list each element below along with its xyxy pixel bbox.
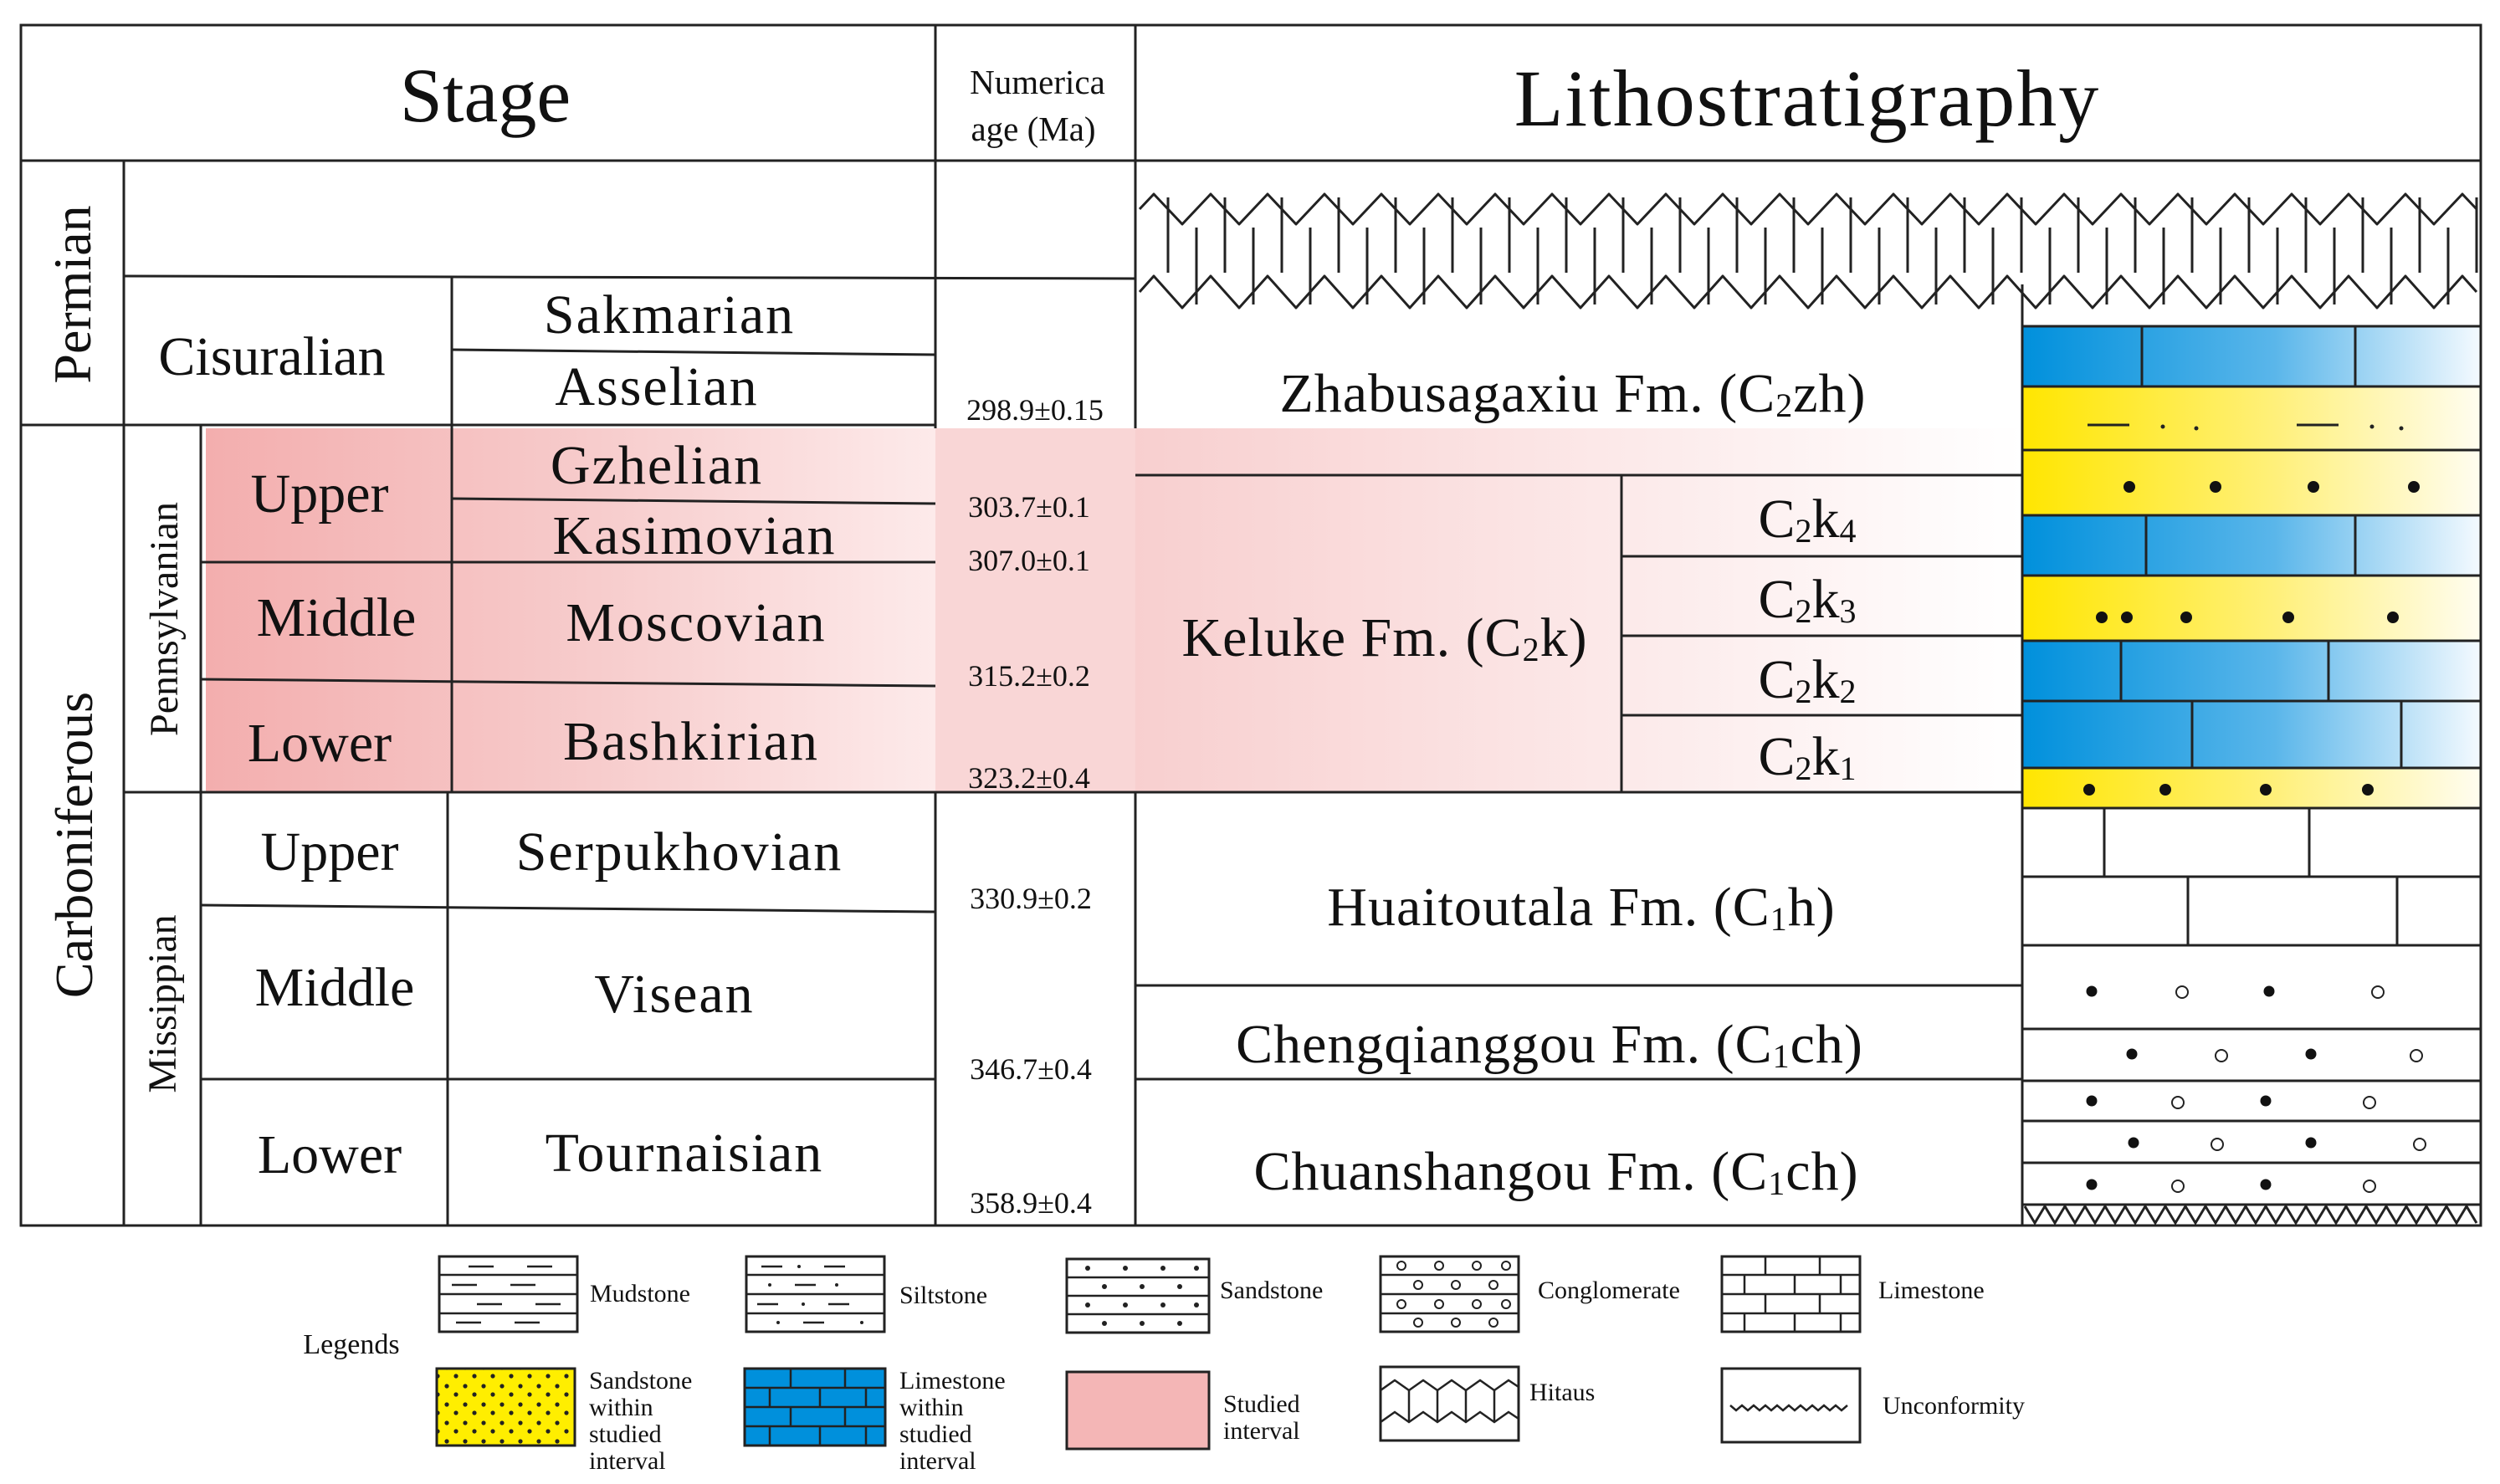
formation-zhabusagaxiu-name: Zhabusagaxiu Fm. (C (1279, 363, 1776, 424)
legend-studied-interval-swatch (1067, 1372, 1209, 1449)
legend-sandstone-studied-l4: interval (589, 1447, 666, 1475)
member-c2k3-n: 3 (1839, 592, 1857, 630)
system-carboniferous: Carboniferous (44, 691, 104, 999)
series-miss-middle: Middle (254, 957, 415, 1018)
member-c2k2-sub: 2 (1795, 673, 1812, 710)
legend-hiatus-swatch (1381, 1367, 1519, 1441)
stage-visean: Visean (594, 964, 755, 1025)
header-numerical-age-line1: Numerica (970, 63, 1105, 101)
formation-keluke-name: Keluke Fm. (C (1181, 607, 1523, 668)
series-cisuralian: Cisuralian (158, 326, 386, 387)
member-c2k3-sub: 2 (1795, 592, 1812, 630)
age-315-2: 315.2±0.2 (968, 659, 1090, 693)
series-miss-upper: Upper (260, 821, 399, 883)
legend-mudstone-swatch (439, 1256, 577, 1332)
member-c2k4-sub: 2 (1795, 512, 1812, 550)
stage-moscovian: Moscovian (566, 592, 827, 653)
age-323-2: 323.2±0.4 (968, 761, 1090, 795)
formation-zhabusagaxiu (1279, 363, 1866, 424)
age-307-0: 307.0±0.1 (968, 544, 1090, 577)
member-c2k4-k: k (1811, 489, 1840, 550)
age-346-7: 346.7±0.4 (970, 1052, 1092, 1086)
legend-conglomerate-label: Conglomerate (1538, 1277, 1680, 1304)
member-c2k3-k: k (1811, 569, 1840, 630)
legend-unconformity-swatch (1722, 1369, 1860, 1442)
header-stage: Stage (399, 53, 571, 138)
legend-sandstone-swatch (1067, 1259, 1209, 1333)
legend-conglomerate-swatch (1381, 1256, 1519, 1332)
formation-huaitoutala-name: Huaitoutala Fm. (C (1327, 877, 1770, 938)
member-c2k1-n: 1 (1839, 750, 1857, 787)
legend-unconformity-label: Unconformity (1883, 1392, 2025, 1420)
legend-sandstone-studied-label (589, 1367, 699, 1475)
legend-limestone-studied-swatch (745, 1369, 885, 1446)
formation-zhabusagaxiu-code: zh) (1793, 363, 1867, 424)
litho-limestone-studied-2 (2022, 515, 2481, 576)
stage-tournaisian: Tournaisian (545, 1123, 824, 1184)
member-c2k2-n: 2 (1839, 673, 1857, 710)
series-miss-lower: Lower (257, 1124, 402, 1185)
member-c2k2-k: k (1811, 649, 1840, 710)
member-c2k1-sub: 2 (1795, 750, 1812, 787)
legend-limestone-studied-l1: Limestone (899, 1367, 1006, 1394)
formation-chuanshangou-sub: 1 (1768, 1164, 1786, 1202)
legend-sandstone-studied-l1: Sandstone (589, 1367, 693, 1394)
age-298-9: 298.9±0.15 (966, 393, 1104, 427)
litho-sandstone-studied-3 (2022, 576, 2481, 641)
legend-hiatus-label: Hitaus (1529, 1379, 1596, 1406)
stage-bashkirian: Bashkirian (563, 711, 819, 772)
legend-sandstone-label: Sandstone (1220, 1277, 1324, 1304)
legend-mudstone-label: Mudstone (590, 1280, 690, 1307)
stage-kasimovian: Kasimovian (552, 505, 837, 566)
legend-limestone-studied-label (899, 1367, 1012, 1475)
legend-limestone-studied-l3: studied (899, 1420, 972, 1448)
member-c2k2-c: C (1758, 649, 1796, 710)
formation-chuanshangou (1253, 1141, 1858, 1202)
age-330-9: 330.9±0.2 (970, 882, 1092, 915)
formation-zhabusagaxiu-sub: 2 (1775, 386, 1794, 424)
member-c2k1-k: k (1811, 726, 1840, 787)
litho-limestone-studied-4 (2022, 701, 2481, 768)
series-penn-middle: Middle (256, 587, 417, 648)
litho-limestone-1 (2022, 808, 2481, 877)
formation-chengqianggou-code: ch) (1790, 1014, 1863, 1075)
legend-sandstone-studied-l2: within (589, 1394, 653, 1421)
legend-title: Legends (303, 1329, 400, 1360)
legend-studied-interval-l1: Studied (1223, 1390, 1300, 1418)
litho-limestone-studied-3 (2022, 641, 2481, 701)
formation-huaitoutala-code: h) (1787, 877, 1836, 938)
member-c2k4-c: C (1758, 489, 1796, 550)
member-c2k1-c: C (1758, 726, 1796, 787)
subsystem-mississippian: Missippian (141, 914, 185, 1093)
legend-siltstone-swatch (746, 1256, 884, 1332)
series-penn-upper: Upper (250, 463, 389, 525)
legend-sandstone-studied-l3: studied (589, 1420, 662, 1448)
legend-siltstone-label: Siltstone (899, 1282, 988, 1309)
formation-chengqianggou-sub: 1 (1772, 1037, 1790, 1075)
legend-limestone-studied-l2: within (899, 1394, 964, 1421)
system-permian: Permian (43, 205, 102, 384)
litho-limestone-2 (2022, 877, 2481, 945)
legend-limestone-label: Limestone (1878, 1277, 1985, 1304)
member-c2k3-c: C (1758, 569, 1796, 630)
age-303-7: 303.7±0.1 (968, 490, 1090, 524)
formation-chuanshangou-code: ch) (1785, 1141, 1859, 1202)
legend-studied-interval-l2: interval (1223, 1417, 1300, 1445)
formation-chengqianggou-name: Chengqianggou Fm. (C (1236, 1014, 1773, 1075)
hiatus-top-wave (1140, 194, 2477, 224)
formation-huaitoutala (1327, 877, 1835, 938)
stage-gzhelian: Gzhelian (550, 435, 764, 496)
litho-conglomerate-4 (2022, 1121, 2481, 1163)
subsystem-pennsylvanian: Pennsylvanian (142, 502, 187, 736)
litho-limestone-studied-1 (2022, 326, 2481, 386)
header-lithostratigraphy: Lithostratigraphy (1514, 54, 2101, 143)
formation-keluke-sub: 2 (1522, 631, 1540, 668)
legend (303, 1256, 2025, 1475)
header-numerical-age-line2: age (Ma) (971, 110, 1096, 148)
legend-limestone-studied-l4: interval (899, 1447, 976, 1475)
age-358-9: 358.9±0.4 (970, 1186, 1092, 1220)
legend-studied-interval-label (1223, 1390, 1306, 1445)
formation-keluke-code: k) (1539, 607, 1588, 668)
hiatus-bottom-wave (1140, 276, 2477, 308)
series-penn-lower: Lower (247, 713, 392, 774)
stage-serpukhovian: Serpukhovian (515, 821, 843, 883)
litho-unconformity (2025, 1206, 2477, 1223)
stage-sakmarian: Sakmarian (543, 284, 796, 345)
legend-limestone-swatch (1722, 1256, 1860, 1332)
formation-chengqianggou (1236, 1014, 1863, 1075)
hiatus-band (1140, 194, 2477, 308)
legend-sandstone-studied-swatch (437, 1369, 575, 1446)
member-c2k4-n: 4 (1839, 512, 1857, 550)
studied-interval-shading (206, 428, 2022, 792)
lithologic-column (2022, 326, 2481, 1223)
formation-huaitoutala-sub: 1 (1770, 900, 1788, 938)
formation-chuanshangou-name: Chuanshangou Fm. (C (1253, 1141, 1769, 1202)
litho-sandstone-studied-1 (2022, 386, 2481, 450)
stage-asselian: Asselian (555, 356, 759, 417)
